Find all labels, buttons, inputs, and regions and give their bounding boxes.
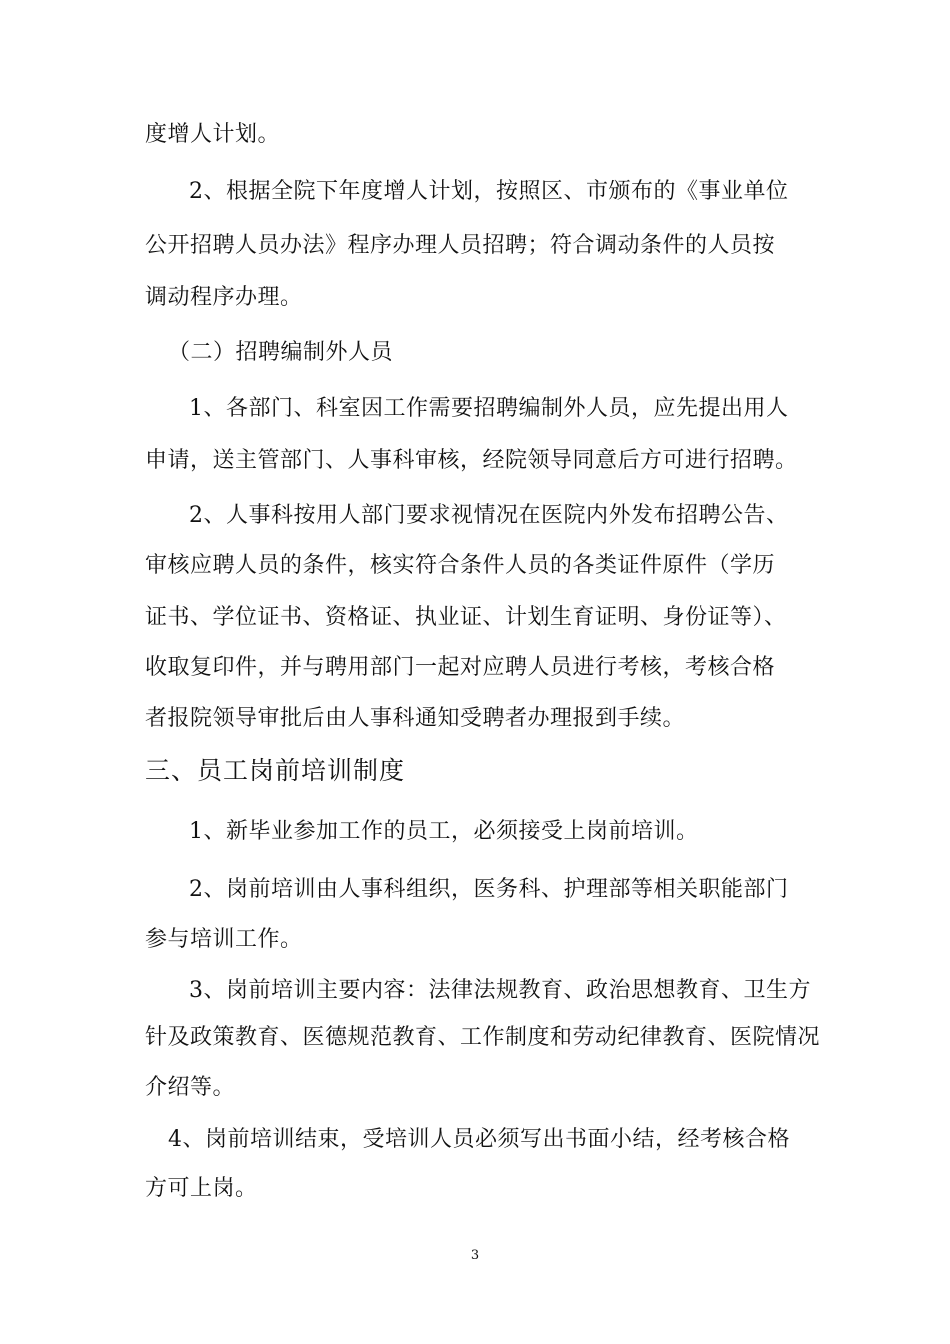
text-line: 收取复印件，并与聘用部门一起对应聘人员进行考核，考核合格 — [145, 655, 776, 680]
text-line: 度增人计划。 — [145, 122, 281, 147]
text-line: 方可上岗。 — [145, 1176, 258, 1201]
text-line: 介绍等。 — [145, 1075, 236, 1100]
text-line: 2、根据全院下年度增人计划，按照区、市颁布的《事业单位 — [189, 179, 789, 204]
page-number: 3 — [470, 1248, 480, 1263]
text-line: 4、岗前培训结束，受培训人员必须写出书面小结，经考核合格 — [168, 1127, 790, 1152]
text-line: 3、岗前培训主要内容：法律法规教育、政治思想教育、卫生方 — [189, 978, 811, 1003]
text-line: 调动程序办理。 — [145, 285, 303, 310]
text-line: 证书、学位证书、资格证、执业证、计划生育证明、身份证等）、 — [145, 605, 787, 630]
text-line: 申请，送主管部门、人事科审核，经院领导同意后方可进行招聘。 — [145, 448, 798, 473]
section-heading: 三、员工岗前培训制度 — [145, 756, 406, 785]
text-line: 2、人事科按用人部门要求视情况在医院内外发布招聘公告、 — [189, 503, 789, 528]
text-line: 参与培训工作。 — [145, 927, 303, 952]
text-line: 审核应聘人员的条件，核实符合条件人员的各类证件原件（学历 — [145, 553, 776, 578]
text-line: 者报院领导审批后由人事科通知受聘者办理报到手续。 — [145, 706, 686, 731]
text-line: 针及政策教育、医德规范教育、工作制度和劳动纪律教育、医院情况 — [145, 1025, 821, 1050]
section-subtitle: （二）招聘编制外人员 — [168, 340, 394, 365]
text-line: 1、新毕业参加工作的员工，必须接受上岗前培训。 — [189, 819, 699, 844]
text-line: 2、岗前培训由人事科组织，医务科、护理部等相关职能部门 — [189, 877, 789, 902]
text-line: 1、各部门、科室因工作需要招聘编制外人员，应先提出用人 — [189, 396, 789, 421]
text-line: 公开招聘人员办法》程序办理人员招聘；符合调动条件的人员按 — [145, 233, 776, 258]
